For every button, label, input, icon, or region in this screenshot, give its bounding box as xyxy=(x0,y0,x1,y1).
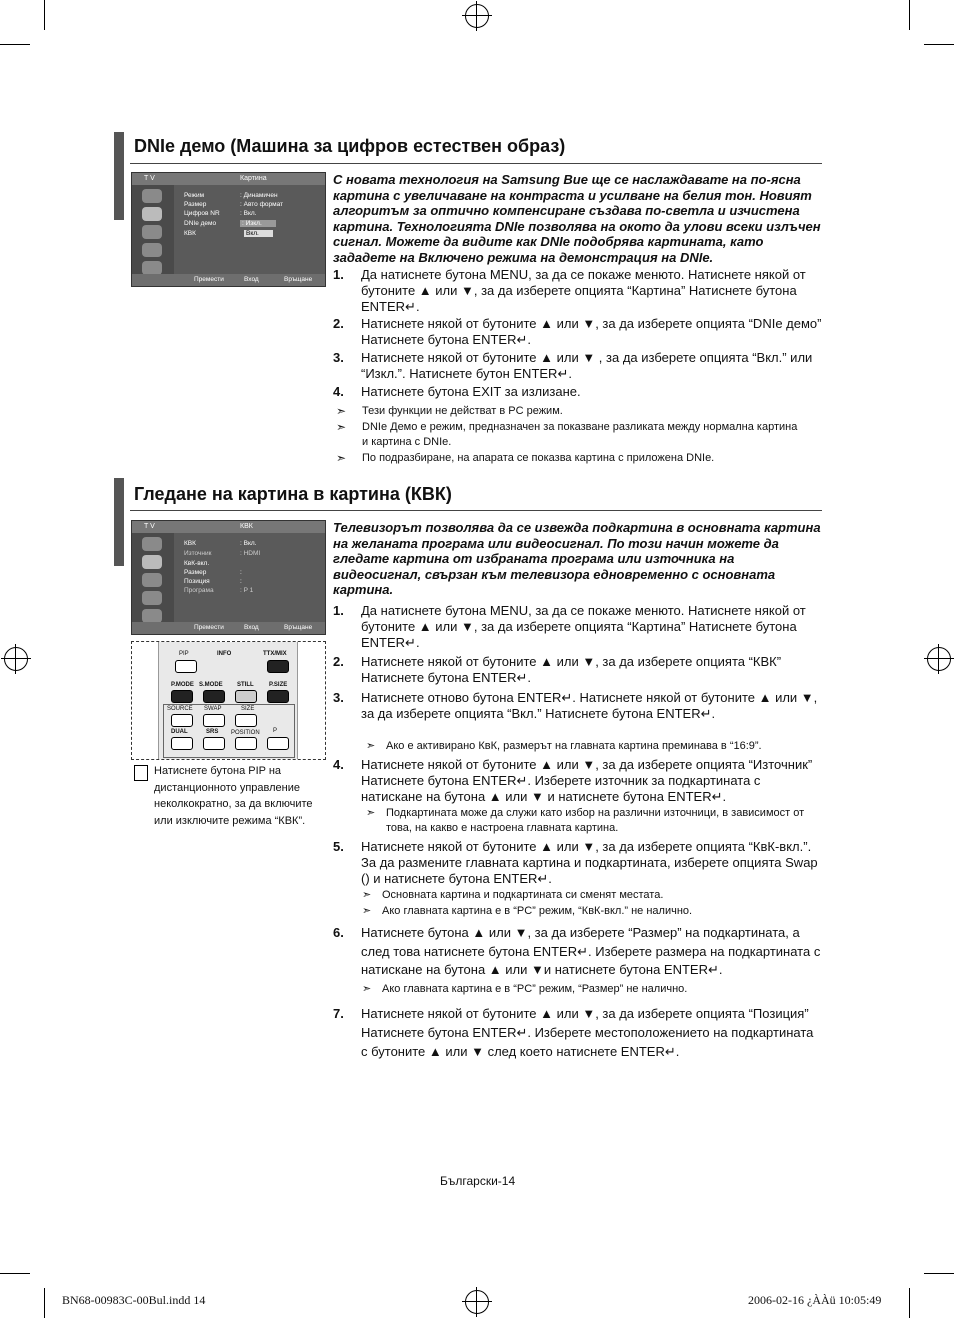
remote-label-still: STILL xyxy=(237,682,254,688)
p-down-button[interactable] xyxy=(267,737,289,750)
section-intro: С новата технология на Samsung Вие ще се наслаждавате на по-ясна картина с увеличаване на контраста и усилване на белия тон. Новият алгоритъм за оптично компенсиране създава по-светла и изчистена картина. Технологията DNIe позволява на окото да улови всеки излъчен сигнал. Можете да видите как DNIe подобрява картината, като зададете на Включено режима на демонстрация на DNIe. xyxy=(333,172,821,265)
setup-icon xyxy=(142,609,162,623)
note: ➣ DNIe Демо е режим, предназначен за показване разликата между нормална картина и картина с DNIe. xyxy=(336,420,798,448)
pmode-button[interactable] xyxy=(171,690,193,703)
arrow-note-icon: ➣ xyxy=(362,905,372,917)
swap-button[interactable] xyxy=(203,714,225,727)
registration-mark-icon xyxy=(927,647,951,671)
step: 5. Натиснете някой от бутоните ▲ или ▼, за да изберете опцията “КвК-вкл.”. За да размените главната картина и подкартината, изберете опцията Swap () и натиснете бутона ENTER↵. xyxy=(333,839,818,886)
picture-icon xyxy=(142,555,162,569)
osd-footer-return: Връщане xyxy=(284,624,313,631)
remote-label-dual: DUAL xyxy=(171,729,188,735)
step: 1. Да натиснете бутона MENU, за да се покаже менюто. Натиснете някой от бутоните ▲ или ▼, за да изберете опцията “Картина” Натиснете бутона ENTER↵. xyxy=(333,267,806,314)
step: 4. Натиснете някой от бутоните ▲ или ▼, за да изберете опцията “Източник” Натиснете бутона ENTER↵. Изберете източник за подкартината с натискане на бутона ▲ или ▼ и натиснете бутона ENTER↵. xyxy=(333,757,813,804)
remote-body xyxy=(158,642,298,759)
channel-icon xyxy=(142,243,162,257)
section-sidebar xyxy=(114,478,124,566)
ttx-button[interactable] xyxy=(267,660,289,673)
source-button[interactable] xyxy=(171,714,193,727)
remote-label-psize: P.SIZE xyxy=(269,682,288,688)
arrow-note-icon: ➣ xyxy=(366,807,376,819)
remote-label-source: SOURCE xyxy=(167,706,193,712)
registration-mark-icon xyxy=(4,647,28,671)
pip-button[interactable] xyxy=(175,660,197,673)
antenna-icon xyxy=(142,189,162,203)
subnote: ➣ Ако главната картина е в “PC” режим, “КвК-вкл.” не налично. xyxy=(362,905,693,917)
step: 2. Натиснете някой от бутоните ▲ или ▼, за да изберете опцията “DNIe демо” Натиснете бутона ENTER↵. xyxy=(333,316,822,347)
section-title: DNIe демо (Машина за цифров естествен образ) xyxy=(134,136,566,156)
section-intro: Телевизорът позволява да се извежда подкартина в основната картина на желаната програма или видеосигнал. По този начин можете да гледате картина от избраната програма или източника на видеосигнал, свързан към телевизора едновременно с основната картина. xyxy=(333,520,821,597)
remote-label-srs: SRS xyxy=(206,729,219,735)
size-button[interactable] xyxy=(235,714,257,727)
arrow-note-icon: ➣ xyxy=(362,889,372,901)
remote-label-smode: S.MODE xyxy=(199,682,223,688)
note: ➣ Тези функции не действат в PC режим. xyxy=(336,404,563,418)
still-button[interactable] xyxy=(235,690,257,703)
crop-mark xyxy=(924,44,954,45)
remote-label-position: POSITION xyxy=(231,730,260,736)
title-rule xyxy=(130,163,822,164)
remote-label-info: INFO xyxy=(217,651,232,657)
crop-mark xyxy=(0,44,30,45)
step: 1. Да натиснете бутона MENU, за да се покаже менюто. Натиснете някой от бутоните ▲ или ▼, за да изберете опцията “Картина” Натиснете бутона ENTER↵. xyxy=(333,603,806,650)
memo-text: Натиснете бутона PIP на дистанционното управление неколкократно, за да включите или изключите режима “КВК”. xyxy=(154,765,313,827)
page-number: Български-14 xyxy=(440,1174,516,1188)
arrow-note-icon: ➣ xyxy=(336,420,347,434)
channel-icon xyxy=(142,591,162,605)
crop-mark xyxy=(909,0,910,30)
remote-label-size: SIZE xyxy=(241,706,255,712)
osd-menu-picture: T V Картина Режим : Динамичен Размер : Авто формат Цифров NR : Вкл. DNIe демо : Изкл. КВК Вкл. Премести Вход Връщане xyxy=(131,172,326,287)
remote-label-pip: PIP xyxy=(179,651,189,657)
crop-mark xyxy=(924,1273,954,1274)
step: 4. Натиснете бутона EXIT за излизане. xyxy=(333,384,581,399)
srs-button[interactable] xyxy=(203,737,225,750)
osd-footer-move: Премести xyxy=(194,624,224,631)
osd-footer-move: Премести xyxy=(194,276,224,283)
osd-header: Картина xyxy=(240,175,267,182)
subnote: ➣ Ако главната картина е в “PC” режим, “Размер” не налично. xyxy=(362,983,688,995)
position-button[interactable] xyxy=(235,737,257,750)
osd-tv-label: T V xyxy=(144,523,155,530)
sound-icon xyxy=(142,573,162,587)
section-title: Гледане на картина в картина (КВК) xyxy=(134,484,452,504)
remote-control-illustration xyxy=(131,641,326,760)
crop-mark xyxy=(909,1288,910,1318)
arrow-note-icon: ➣ xyxy=(362,983,372,995)
subnote: ➣ Подкартината може да служи като избор на различни източници, в зависимост от това, на какво е настроена главната картина. xyxy=(366,807,805,834)
registration-mark-icon xyxy=(465,1290,489,1314)
crop-mark xyxy=(44,1288,45,1318)
step: 3. Натиснете някой от бутоните ▲ или ▼ , за да изберете опцията “Вкл.” или “Изкл.”. Натиснете бутон ENTER↵. xyxy=(333,350,813,381)
arrow-note-icon: ➣ xyxy=(366,740,376,752)
sound-icon xyxy=(142,225,162,239)
picture-icon xyxy=(142,207,162,221)
osd-tv-label: T V xyxy=(144,175,155,182)
section-sidebar xyxy=(114,132,124,220)
psize-button[interactable] xyxy=(267,690,289,703)
dual-button[interactable] xyxy=(171,737,193,750)
subnote: ➣ Основната картина и подкартината си сменят местата. xyxy=(362,889,664,901)
remote-label-swap: SWAP xyxy=(204,706,222,712)
arrow-note-icon: ➣ xyxy=(336,404,347,418)
osd-footer-enter: Вход xyxy=(244,624,259,631)
step: 7. Натиснете някой от бутоните ▲ или ▼, за да изберете опцията “Позиция” Натиснете бутона ENTER↵. Изберете местоположението на подкартината с бутоните ▲ или ▼ след което натиснете ENTER↵. xyxy=(333,1006,814,1059)
osd-footer-enter: Вход xyxy=(244,276,259,283)
crop-mark xyxy=(0,1273,30,1274)
registration-mark-icon xyxy=(465,4,489,28)
note: ➣ По подразбиране, на апарата се показва картина с приложена DNIe. xyxy=(336,451,715,465)
remote-label-pmode: P.MODE xyxy=(171,682,194,688)
memo-note xyxy=(134,763,324,829)
osd-header: КВК xyxy=(240,523,253,530)
smode-button[interactable] xyxy=(203,690,225,703)
step: 2. Натиснете някой от бутоните ▲ или ▼, за да изберете опцията “КВК” Натиснете бутона ENTER↵. xyxy=(333,654,782,685)
crop-mark xyxy=(44,0,45,30)
memo-icon xyxy=(134,765,148,781)
step: 3. Натиснете отново бутона ENTER↵. Натиснете някой от бутоните ▲ или ▼, за да изберете опцията “Вкл.” Натиснете бутона ENTER↵. xyxy=(333,690,818,721)
remote-label-p: P xyxy=(273,728,278,734)
footer-file: BN68-00983C-00Bul.indd 14 xyxy=(62,1293,206,1307)
footer-date: 2006-02-16 ¿ÀÀü 10:05:49 xyxy=(748,1293,882,1307)
subnote: ➣ Ако е активирано КвК, размерът на главната картина преминава в “16:9”. xyxy=(366,740,762,752)
remote-label-ttx: TTX/MIX xyxy=(263,651,287,657)
step: 6. Натиснете бутона ▲ или ▼, за да изберете “Размер” на подкартината, а след това натиснете бутона ENTER↵. Изберете размера на подкартината с натискане на бутона ▲ или ▼и натиснете бутона ENTER↵. xyxy=(333,925,821,977)
osd-footer-return: Връщане xyxy=(284,276,313,283)
osd-menu-pip: T V КВК КВК : Вкл. Източник : HDMI КвК-вкл. Размер : Позиция : Програма : P 1 Премести Вход Връщане xyxy=(131,520,326,635)
setup-icon xyxy=(142,261,162,275)
title-rule xyxy=(130,510,822,511)
antenna-icon xyxy=(142,537,162,551)
arrow-note-icon: ➣ xyxy=(336,451,347,465)
